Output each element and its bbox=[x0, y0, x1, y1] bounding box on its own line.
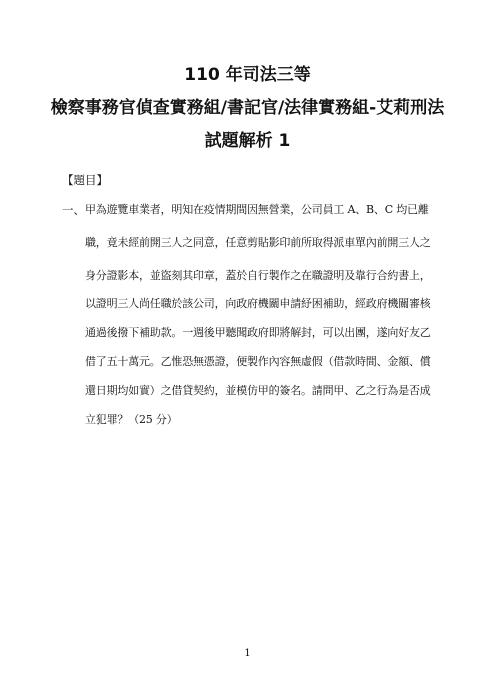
question-text-line: 借了五十萬元。乙惟恐無憑證，便製作內容無虛假（借款時間、金額、償 bbox=[85, 355, 431, 368]
section-label: 【題目】 bbox=[62, 173, 108, 187]
question-text-line: 職，竟未經前開三人之同意，任意剪貼影印前所取得派車單內前開三人之 bbox=[85, 236, 431, 249]
question-text-line: 通過後撥下補助款。一週後甲聽聞政府即將解封，可以出團，遂向好友乙 bbox=[85, 326, 431, 339]
question-text-line: 還日期均如實）之借貸契約，並模仿甲的簽名。請問甲、乙之行為是否成 bbox=[85, 384, 431, 397]
page-title-line-1: 110 年司法三等 bbox=[184, 65, 311, 85]
page-number: 1 bbox=[244, 648, 251, 659]
question-text-line: 身分證影本，並盜刻其印章，蓋於自行製作之在職證明及靠行合約書上， bbox=[85, 269, 431, 282]
question-number: 一、 bbox=[62, 203, 85, 217]
question-text-line: 立犯罪？（25 分） bbox=[85, 413, 178, 426]
question-text-line: 甲為遊覽車業者，明知在疫情期間因無營業，公司員工 A、B、C 均已離 bbox=[85, 203, 429, 216]
page-title-line-2: 檢察事務官偵查實務組/書記官/法律實務組-艾莉刑法 bbox=[50, 98, 445, 118]
page-title-line-3: 試題解析 1 bbox=[204, 131, 291, 151]
question-text-line: 以證明三人尚任職於該公司，向政府機關申請紓困補助，經政府機關審核 bbox=[85, 297, 431, 310]
